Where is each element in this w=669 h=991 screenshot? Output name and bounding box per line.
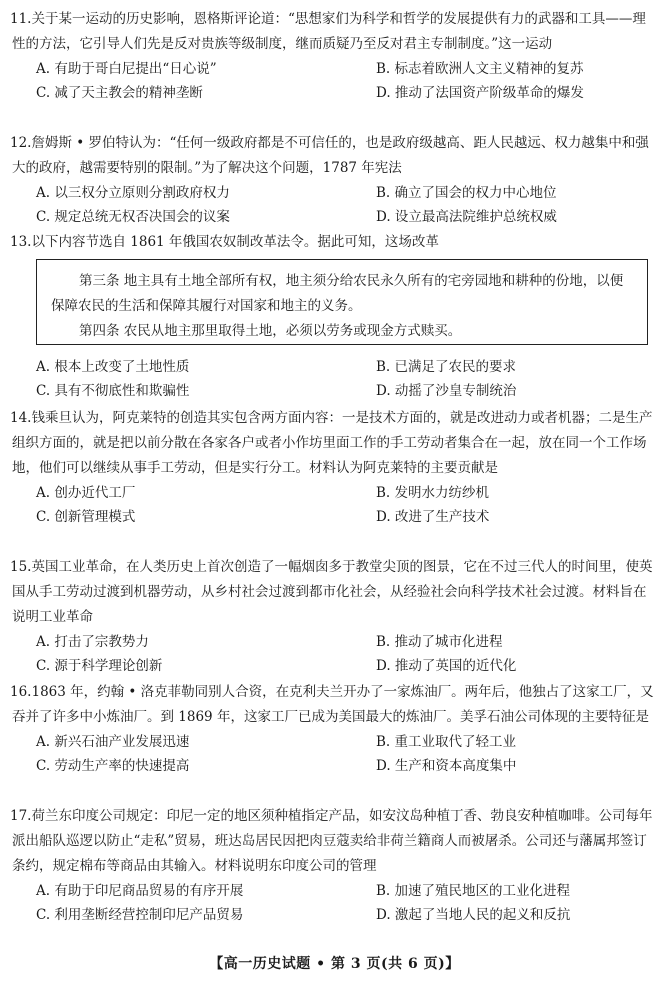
question-16 — [12, 680, 658, 778]
question-12 — [12, 131, 658, 229]
question-text: 钱乘旦认为，阿克莱特的创造其实包含两方面内容：一是技术方面的，就是改进动力或者机器；二是生产组织方面的，就是把以前分散在各家各户或者小作坊里面工作的手工劳动者集合在一起，放在同一个工作场地，他们可以继续从事手工劳动，但是实行分工。材料认为阿克莱特的主要贡献是 — [12, 410, 653, 476]
option-c[interactable]: C. 减了天主教会的精神垄断 — [36, 85, 203, 101]
option-a[interactable]: A. 有助于印尼商品贸易的有序开展 — [36, 883, 244, 899]
question-11 — [12, 7, 658, 105]
question-13-stem — [12, 230, 658, 255]
question-15 — [12, 555, 658, 678]
option-a[interactable]: A. 有助于哥白尼提出“日心说” — [36, 61, 217, 77]
options — [12, 879, 658, 927]
option-b[interactable]: B. 推动了城市化进程 — [376, 634, 503, 650]
question-text: 英国工业革命，在人类历史上首次创造了一幅烟囱多于教堂尖顶的图景，它在不过三代人的时间里，使英国从手工劳动过渡到机器劳动，从乡村社会过渡到都市化社会，从经验社会向科学技术社会过渡。材料旨在说明工业革命 — [12, 559, 653, 625]
question-text: 詹姆斯 • 罗伯特认为：“任何一级政府都是不可信任的，也是政府级越高、距人民越远、权力越集中和强大的政府，越需要特别的限制。”为了解决这个问题，1787 年宪法 — [12, 135, 649, 176]
question-stem — [12, 406, 658, 481]
options — [12, 630, 658, 678]
question-stem — [12, 555, 658, 630]
question-number: 12. — [10, 135, 32, 151]
option-d[interactable]: D. 动摇了沙皇专制统治 — [376, 383, 517, 399]
option-b[interactable]: B. 加速了殖民地区的工业化进程 — [376, 883, 571, 899]
option-b[interactable]: B. 确立了国会的权力中心地位 — [376, 185, 557, 201]
question-17 — [12, 804, 658, 927]
source-material-box — [36, 259, 648, 345]
option-a[interactable]: A. 打击了宗教势力 — [36, 634, 149, 650]
options — [12, 181, 658, 229]
option-a[interactable]: A. 创办近代工厂 — [36, 485, 136, 501]
question-number: 11. — [10, 11, 32, 27]
options — [12, 57, 658, 105]
option-c[interactable]: C. 劳动生产率的快速提高 — [36, 758, 190, 774]
page-footer: 【高一历史试题 • 第 3 页(共 6 页)】 — [209, 956, 460, 972]
question-text: 荷兰东印度公司规定：印尼一定的地区须种植指定产品，如安汶岛种植丁香、勃良安种植咖啡。公司每年派出船队巡逻以防止“走私”贸易，班达岛居民因把肉豆蔻卖给非荷兰籍商人而被屠杀。公司还与藩属邦签订条约，规定棉布等商品由其输入。材料说明东印度公司的管理 — [12, 808, 653, 874]
option-d[interactable]: D. 推动了英国的近代化 — [376, 658, 517, 674]
option-c[interactable]: C. 源于科学理论创新 — [36, 658, 163, 674]
options — [12, 481, 658, 529]
option-d[interactable]: D. 设立最高法院维护总统权威 — [376, 209, 557, 225]
question-stem — [12, 680, 658, 730]
option-c[interactable]: C. 具有不彻底性和欺骗性 — [36, 383, 190, 399]
options — [12, 730, 658, 778]
options — [12, 355, 658, 403]
question-stem — [12, 230, 658, 255]
question-number: 14. — [10, 410, 32, 426]
option-a[interactable]: A. 根本上改变了土地性质 — [36, 359, 190, 375]
question-stem — [12, 804, 658, 879]
option-b[interactable]: B. 发明水力纺纱机 — [376, 485, 490, 501]
source-paragraph: 第三条 地主具有土地全部所有权，地主须分给农民永久所有的宅旁园地和耕种的份地，以便保障农民的生活和保障其履行对国家和地主的义务。 — [51, 273, 624, 314]
option-b[interactable]: B. 重工业取代了轻工业 — [376, 734, 517, 750]
source-paragraph: 第四条 农民从地主那里取得土地，必须以劳务或现金方式赎买。 — [79, 323, 462, 339]
option-a[interactable]: A. 以三权分立原则分割政府权力 — [36, 185, 230, 201]
option-d[interactable]: D. 推动了法国资产阶级革命的爆发 — [376, 85, 584, 101]
option-b[interactable]: B. 标志着欧洲人文主义精神的复苏 — [376, 61, 584, 77]
option-c[interactable]: C. 利用垄断经营控制印尼产品贸易 — [36, 907, 244, 923]
option-d[interactable]: D. 激起了当地人民的起义和反抗 — [376, 907, 571, 923]
question-13-options — [12, 355, 658, 403]
question-number: 17. — [10, 808, 32, 824]
option-d[interactable]: D. 改进了生产技术 — [376, 509, 490, 525]
question-14 — [12, 406, 658, 529]
question-stem — [12, 131, 658, 181]
option-c[interactable]: C. 规定总统无权否决国会的议案 — [36, 209, 230, 225]
question-text: 以下内容节选自 1861 年俄国农奴制改革法令。据此可知，这场改革 — [31, 234, 439, 250]
option-d[interactable]: D. 生产和资本高度集中 — [376, 758, 517, 774]
question-number: 16. — [10, 684, 32, 700]
question-number: 13. — [10, 234, 32, 250]
question-stem — [12, 7, 658, 57]
option-c[interactable]: C. 创新管理模式 — [36, 509, 136, 525]
option-a[interactable]: A. 新兴石油产业发展迅速 — [36, 734, 190, 750]
option-b[interactable]: B. 已满足了农民的要求 — [376, 359, 517, 375]
question-text: 1863 年，约翰 • 洛克菲勒同别人合资，在克利夫兰开办了一家炼油厂。两年后，他独占了这家工厂，又吞并了许多中小炼油厂。到 1869 年，这家工厂已成为美国最大的炼油厂。美孚石油公司体现的主要特征是 — [12, 684, 654, 725]
question-number: 15. — [10, 559, 32, 575]
question-text: 关于某一运动的历史影响，恩格斯评论道：“思想家们为科学和哲学的发展提供有力的武器和工具——理性的方法，它引导人们先是反对贵族等级制度，继而质疑乃至反对君主专制制度。”这一运动 — [12, 11, 646, 52]
